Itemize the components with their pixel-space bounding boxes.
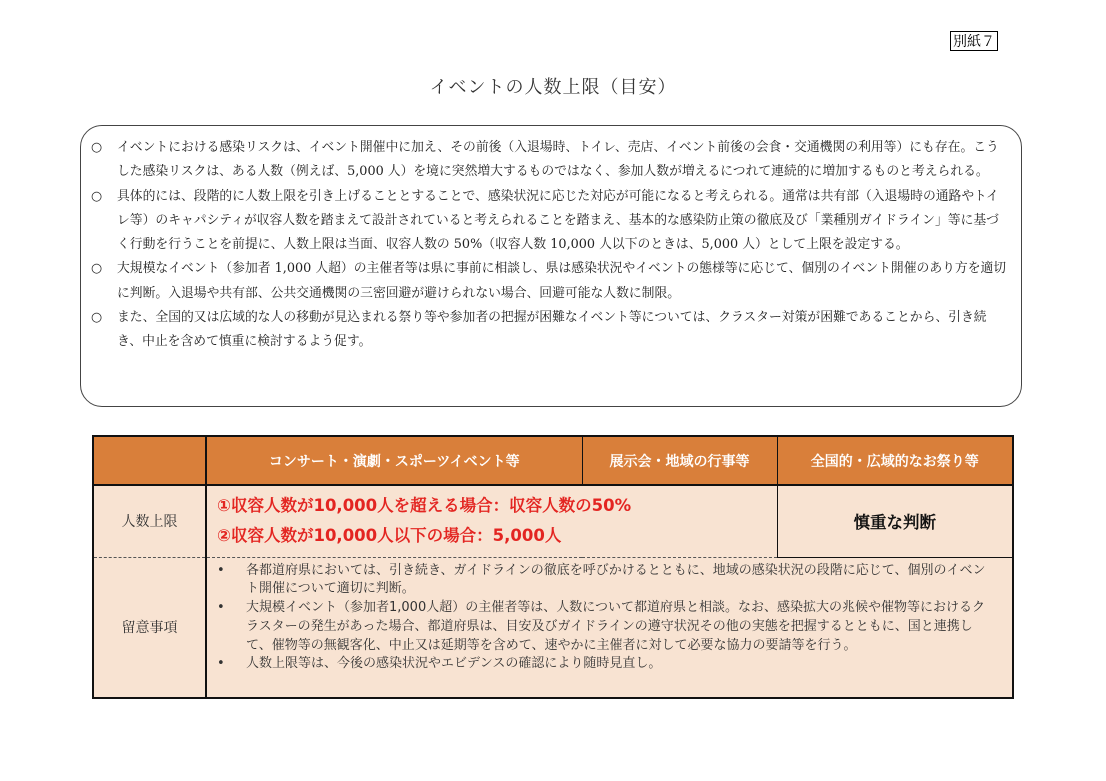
capacity-rule-under-10000: ②収容人数が10,000人以下の場合：5,000人 xyxy=(217,526,562,546)
note-text: また、全国的又は広域的な人の移動が見込まれる祭り等や参加者の把握が困難なイベント等については、クラスター対策が困難であることから、引き続き、中止を含めて慎重に検討するよう促す。 xyxy=(117,310,987,350)
circle-bullet-icon: ○ xyxy=(91,140,103,155)
note-item xyxy=(91,306,1009,355)
attachment-label: 別紙７ xyxy=(950,31,998,51)
note-item xyxy=(91,257,1009,306)
remark-text: 各都道府県においては、引き続き、ガイドラインの徹底を呼びかけるとともに、地域の感染状況の段階に応じて、個別のイベント開催について適切に判断。 xyxy=(246,562,986,597)
circle-bullet-icon: ○ xyxy=(91,310,103,326)
note-item xyxy=(91,185,1009,258)
table-header-row xyxy=(93,436,1013,485)
capacity-rule-over-10000: ①収容人数が10,000人を超える場合：収容人数の50% xyxy=(217,496,632,516)
notes-box xyxy=(80,125,1022,407)
festival-capacity-cell: 慎重な判断 xyxy=(777,485,1013,557)
header-festival: 全国的・広域的なお祭り等 xyxy=(777,436,1013,485)
bullet-icon: • xyxy=(217,600,225,616)
note-text: 大規模なイベント（参加者 1,000 人超）の主催者等は県に事前に相談し、県は感染状況やイベントの態様等に応じて、個別のイベント開催のあり方を適切に判断。入退場や共有部、公共交通機関の三密回避が避けられない場合、回避可能な人数に制限。 xyxy=(117,261,1007,301)
header-corner xyxy=(93,436,206,485)
event-limit-table xyxy=(92,435,1014,699)
remark-text: 大規模イベント（参加者1,000人超）の主催者等は、人数について都道府県と相談。なお、感染拡大の兆候や催物等におけるクラスターの発生があった場合、都道府県は、目安及びガイドラインの遵守状況その他の実態を把握するとともに、国と連携して、催物等の無観客化、中止又は延期等を含めて、速やかに主催者に対して必要な協力の要請等を行う。 xyxy=(246,600,985,653)
capacity-row-label: 人数上限 xyxy=(93,485,206,557)
remarks-cell xyxy=(206,557,1013,698)
remarks-row-label: 留意事項 xyxy=(93,557,206,698)
remarks-row xyxy=(93,557,1013,698)
bullet-icon: • xyxy=(217,562,225,578)
remark-item xyxy=(217,599,996,655)
circle-bullet-icon: ○ xyxy=(91,188,103,204)
header-exhibition-local: 展示会・地域の行事等 xyxy=(582,436,777,485)
header-concert-sports: コンサート・演劇・スポーツイベント等 xyxy=(206,436,582,485)
note-text: 具体的には、段階的に人数上限を引き上げることとすることで、感染状況に応じた対応が可能になると考えられる。通常は共有部（入退場時の通路やトイレ等）のキャパシティが収容人数を踏まえて設計されていると考えられることを踏まえ、基本的な感染防止策の徹底及び「業種別ガイドライン」等に基づく行動を行うことを前提に、人数上限は当面、収容人数の 50%（収容人数 10,000 人以下のときは、5,000 人）として上限を設定する。 xyxy=(117,188,999,253)
capacity-rule-cell xyxy=(206,485,777,557)
remark-item xyxy=(217,562,996,600)
capacity-row xyxy=(93,485,1013,557)
circle-bullet-icon: ○ xyxy=(91,261,103,277)
note-item xyxy=(91,136,1009,185)
remark-item xyxy=(217,655,996,674)
remark-text: 人数上限等は、今後の感染状況やエビデンスの確認により随時見直し。 xyxy=(246,656,662,672)
page-title: イベントの人数上限（目安） xyxy=(429,77,677,98)
bullet-icon: • xyxy=(217,656,225,672)
note-text: イベントにおける感染リスクは、イベント開催中に加え、その前後（入退場時、トイレ、売店、イベント前後の会食・交通機関の利用等）にも存在。こうした感染リスクは、ある人数（例えば、5,000 人）を境に突然増大するものではなく、参加人数が増えるにつれて連続的に増加するものと考えられる。 xyxy=(117,140,999,180)
